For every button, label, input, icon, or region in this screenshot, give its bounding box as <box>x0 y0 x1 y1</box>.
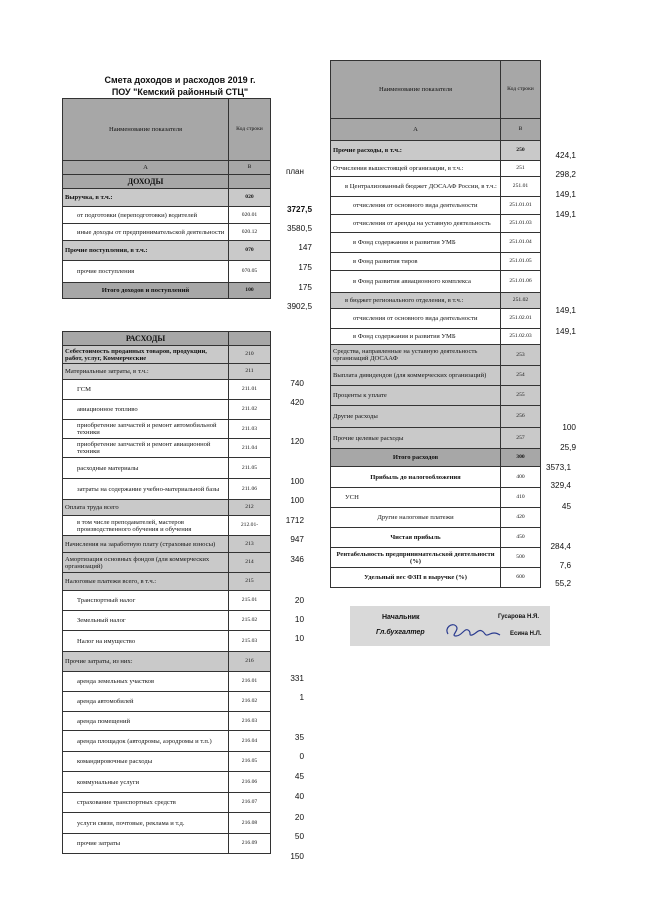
income-row-code: 070 <box>229 241 271 261</box>
income-total-code: 100 <box>229 283 271 299</box>
income-row-name: Выручка, в т.ч.: <box>63 189 229 207</box>
other-expenses-table <box>330 60 541 588</box>
expense-row-code: 216.05 <box>229 752 271 772</box>
expense-row-name: ГСМ <box>63 380 229 400</box>
income-row-code: 020 <box>229 189 271 207</box>
expense-row-code: 212.01- <box>229 516 271 536</box>
right-value: 424,1 <box>555 151 576 160</box>
plan-column-label: план <box>286 167 304 176</box>
income-row-name: Прочие поступления, в т.ч.: <box>63 241 229 261</box>
col-b: В <box>501 119 541 141</box>
expense-row-name: Налог на имущество <box>63 631 229 652</box>
right-row-name: в Фонд содержания и развития УМБ <box>331 233 501 253</box>
right-row-name: Прочие расходы, в т.ч.: <box>331 141 501 161</box>
right-row-name: Проценты к уплате <box>331 386 501 406</box>
income-table <box>62 98 271 299</box>
right-value: 45 <box>561 502 571 511</box>
expenses-table <box>62 331 271 854</box>
expense-row-name: приобретение запчастей и ремонт авиационной техники <box>63 439 229 458</box>
right-row-code: 251.01.03 <box>501 215 541 233</box>
right-row-code: 251.02 <box>501 293 541 309</box>
right-row-code: 251.02.01 <box>501 309 541 329</box>
income-section-title: ДОХОДЫ <box>63 175 229 189</box>
right-row-name: Отчисления вышестоящей организации, в т.ч.: <box>331 161 501 177</box>
expense-row-name: аренда площадок (автодромы, аэродромы и т.п.) <box>63 731 229 752</box>
income-row-code: 020.12 <box>229 224 271 241</box>
income-row-name: иные доходы от предпринимательской деятельности <box>63 224 229 241</box>
expense-value: 150 <box>290 852 304 861</box>
expense-row-name: коммунальные услуги <box>63 772 229 793</box>
right-value: 149,1 <box>555 210 576 219</box>
expense-value: 740 <box>290 379 304 388</box>
right-row-name: Выплата дивидендов (для коммерческих организаций) <box>331 366 501 386</box>
expense-value: 100 <box>290 496 304 505</box>
expense-row-code: 215.01 <box>229 591 271 611</box>
col-name-header: Наименование показателя <box>331 61 501 119</box>
right-row-name: в бюджет регионального отделения, в т.ч.: <box>331 293 501 309</box>
income-row-name: от подготовки (переподготовки) водителей <box>63 207 229 224</box>
right-row-name: Чистая прибыль <box>331 528 501 548</box>
expense-row-name: затраты на содержание учебно-материальной базы <box>63 479 229 500</box>
right-value: 298,2 <box>555 170 576 179</box>
expense-value: 10 <box>294 615 304 624</box>
expense-row-name: авиационное топливо <box>63 400 229 420</box>
right-row-name: в Фонд развития тиров <box>331 253 501 271</box>
expenses-section-title: РАСХОДЫ <box>63 332 229 346</box>
expense-row-code: 216.09 <box>229 834 271 854</box>
income-value: 175 <box>298 283 312 292</box>
expense-row-code: 216.07 <box>229 793 271 813</box>
right-row-code: 251.01.01 <box>501 197 541 215</box>
expense-row-code: 211.01 <box>229 380 271 400</box>
right-row-name: Другие расходы <box>331 406 501 428</box>
right-row-code: 254 <box>501 366 541 386</box>
right-row-name: Средства, направленные на уставную деятельность организаций ДОСААФ <box>331 345 501 366</box>
right-row-code: 256 <box>501 406 541 428</box>
expense-value: 420 <box>290 398 304 407</box>
expense-row-name: Материальные затраты, в т.ч.: <box>63 364 229 380</box>
expense-row-code: 211.03 <box>229 420 271 439</box>
expense-value: 20 <box>294 813 304 822</box>
right-row-code: 251 <box>501 161 541 177</box>
right-row-code: 410 <box>501 488 541 508</box>
expense-row-name: Прочие затраты, из них: <box>63 652 229 672</box>
right-value: 149,1 <box>555 327 576 336</box>
expense-value: 45 <box>294 772 304 781</box>
expense-value: 35 <box>294 733 304 742</box>
document-title: Смета доходов и расходов 2019 г. <box>104 75 256 85</box>
right-row-name: отчисления от основного вида деятельности <box>331 309 501 329</box>
expense-row-code: 211.04 <box>229 439 271 458</box>
accountant-title: Гл.бухгалтер <box>376 629 425 636</box>
income-row-code: 020.01 <box>229 207 271 224</box>
right-row-code: 400 <box>501 467 541 488</box>
expense-row-code: 214 <box>229 553 271 573</box>
expense-row-name: Оплата труда всего <box>63 500 229 516</box>
expense-value: 20 <box>294 596 304 605</box>
expense-value: 100 <box>290 477 304 486</box>
organization-name: ПОУ "Кемский районный СТЦ" <box>111 87 249 97</box>
expense-row-name: Начисления на заработную плату (страховые взносы) <box>63 536 229 553</box>
right-value: 284,4 <box>550 542 571 551</box>
right-row-code: 450 <box>501 528 541 548</box>
income-total-name: Итого доходов и поступлений <box>63 283 229 299</box>
expense-value: 1 <box>299 693 304 702</box>
right-value: 100 <box>562 423 576 432</box>
right-row-name: в Фонд содержания и развития УМБ <box>331 329 501 345</box>
right-row-name: Прибыль до налогообложения <box>331 467 501 488</box>
head-name: Гусарова Н.Я. <box>498 614 540 620</box>
right-row-name: отчисления от основного вида деятельности <box>331 197 501 215</box>
right-row-code: 255 <box>501 386 541 406</box>
expense-row-code: 215 <box>229 573 271 591</box>
expense-row-code: 216.01 <box>229 672 271 692</box>
expense-row-name: аренда земельных участков <box>63 672 229 692</box>
right-row-code: 251.01.06 <box>501 271 541 293</box>
total-expenses-name: Итого расходов <box>331 449 501 467</box>
expense-value: 10 <box>294 634 304 643</box>
expense-value: 40 <box>294 792 304 801</box>
expense-row-code: 216.03 <box>229 712 271 731</box>
expense-row-name: расходные материалы <box>63 458 229 479</box>
right-value: 329,4 <box>550 481 571 490</box>
right-value: 149,1 <box>555 306 576 315</box>
accountant-signature-icon <box>442 620 502 642</box>
expense-row-code: 212 <box>229 500 271 516</box>
right-row-code: 251.01 <box>501 177 541 197</box>
col-code-header: Код строки <box>229 99 271 161</box>
expense-row-name: аренда помещений <box>63 712 229 731</box>
expense-row-name: в том числе преподавателей, мастеров производственного обучения и обучения <box>63 516 229 536</box>
expense-row-name: командировочные расходы <box>63 752 229 772</box>
expense-row-code: 211 <box>229 364 271 380</box>
right-row-code: 250 <box>501 141 541 161</box>
income-value: 3902,5 <box>286 302 312 311</box>
right-value: 25,9 <box>560 443 576 452</box>
expense-value: 947 <box>290 535 304 544</box>
right-value: 7,6 <box>559 561 571 570</box>
col-a: А <box>63 161 229 175</box>
expense-row-name: страхование транспортных средств <box>63 793 229 813</box>
expense-value: 50 <box>294 832 304 841</box>
right-row-code: 251.01.04 <box>501 233 541 253</box>
expense-row-code: 211.02 <box>229 400 271 420</box>
expense-row-code: 211.05 <box>229 458 271 479</box>
expense-row-code: 216.06 <box>229 772 271 793</box>
right-row-name: отчисления от аренды на уставную деятельность <box>331 215 501 233</box>
expense-row-name: Транспортный налог <box>63 591 229 611</box>
expense-row-name: аренда автомобилей <box>63 692 229 712</box>
right-row-code: 600 <box>501 568 541 588</box>
right-row-name: Прочие целевые расходы <box>331 428 501 449</box>
right-row-code: 251.01.05 <box>501 253 541 271</box>
income-row-code: 070.05 <box>229 261 271 283</box>
expense-row-code: 213 <box>229 536 271 553</box>
expense-value: 120 <box>290 437 304 446</box>
right-row-code: 500 <box>501 548 541 568</box>
expense-row-code: 215.03 <box>229 631 271 652</box>
right-row-code: 251.02.03 <box>501 329 541 345</box>
expense-row-code: 216.02 <box>229 692 271 712</box>
expense-row-code: 211.06 <box>229 479 271 500</box>
head-title: Начальник <box>382 614 420 621</box>
col-a: А <box>331 119 501 141</box>
right-value: 55,2 <box>555 579 571 588</box>
right-row-name: УСН <box>331 488 501 508</box>
expense-row-code: 216 <box>229 652 271 672</box>
expense-row-code: 210 <box>229 346 271 364</box>
expense-row-name: Налоговые платежи всего, в т.ч.: <box>63 573 229 591</box>
right-row-code: 420 <box>501 508 541 528</box>
right-row-name: в Фонд развития авиационного комплекса <box>331 271 501 293</box>
col-b: В <box>229 161 271 175</box>
col-code-header: Код строки <box>501 61 541 119</box>
right-value: 149,1 <box>555 190 576 199</box>
expense-value: 331 <box>290 674 304 683</box>
expense-row-code: 216.04 <box>229 731 271 752</box>
right-row-name: в Централизованный бюджет ДОСААФ России, в т.ч.: <box>331 177 501 197</box>
right-value: 3573,1 <box>545 463 571 472</box>
income-value: 175 <box>298 263 312 272</box>
expense-row-name: услуги связи, почтовые, реклама и т.д. <box>63 813 229 834</box>
right-row-name: Удельный вес ФЗП в выручке (%) <box>331 568 501 588</box>
expense-row-name: Себестоимость проданных товаров, продукции, работ, услуг, Коммерческие <box>63 346 229 364</box>
accountant-name: Есина Н.Л. <box>510 631 542 637</box>
expense-value: 1712 <box>285 516 304 525</box>
income-row-name: прочие поступления <box>63 261 229 283</box>
expense-value: 0 <box>299 752 304 761</box>
right-row-code: 257 <box>501 428 541 449</box>
right-row-name: Рентабельность предпринимательской деятельности (%) <box>331 548 501 568</box>
expense-row-name: Амортизация основных фондов (для коммерческих организаций) <box>63 553 229 573</box>
income-value: 3727,5 <box>286 205 312 214</box>
expense-row-code: 215.02 <box>229 611 271 631</box>
right-row-name: Другие налоговые платежи <box>331 508 501 528</box>
col-name-header: Наименование показателя <box>63 99 229 161</box>
expense-value: 346 <box>290 555 304 564</box>
income-value: 147 <box>298 243 312 252</box>
total-expenses-code: 300 <box>501 449 541 467</box>
expense-row-name: прочие затраты <box>63 834 229 854</box>
right-row-code: 253 <box>501 345 541 366</box>
expense-row-code: 216.08 <box>229 813 271 834</box>
expense-row-name: приобретение запчастей и ремонт автомобильной техники <box>63 420 229 439</box>
income-value: 3580,5 <box>286 224 312 233</box>
expense-row-name: Земельный налог <box>63 611 229 631</box>
